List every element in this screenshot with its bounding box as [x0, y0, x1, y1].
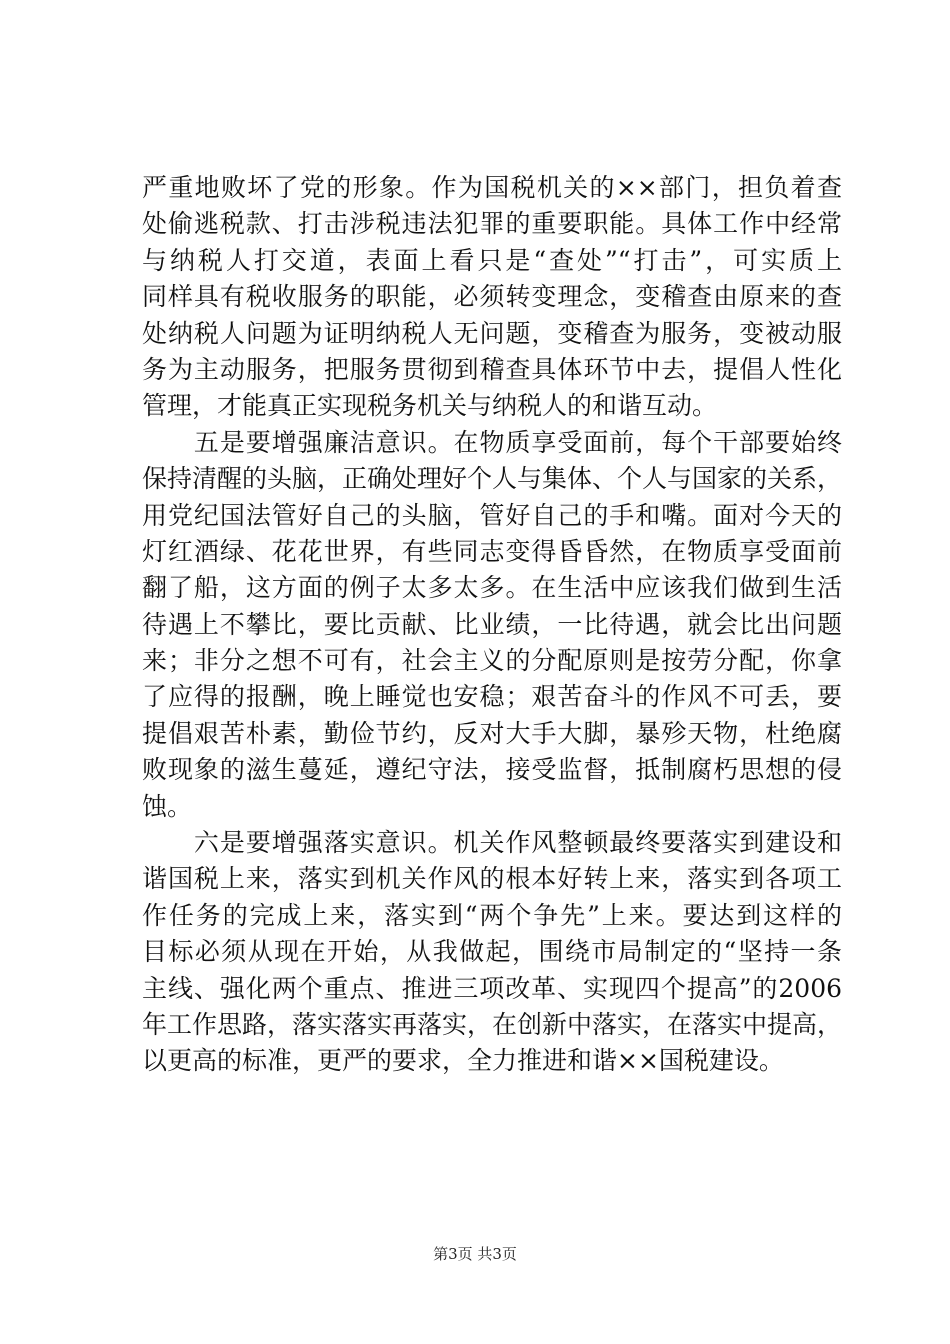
- paragraph-3: [142, 825, 842, 1080]
- text-line: 务为主动服务，把服务贯彻到稽查具体环节中去，提倡人性化: [142, 354, 842, 384]
- text-line: 来；非分之想不可有，社会主义的分配原则是按劳分配，你拿: [142, 646, 842, 676]
- text-line: 了应得的报酬，晚上睡觉也安稳；艰苦奋斗的作风不可丢，要: [142, 682, 842, 712]
- text-line: 同样具有税收服务的职能，必须转变理念，变稽查由原来的查: [142, 282, 842, 312]
- body-text: [142, 170, 842, 1080]
- text-line: 管理，才能真正实现税务机关与纳税人的和谐互动。: [142, 391, 718, 421]
- text-line: 主线、强化两个重点、推进三项改革、实现四个提高”的2006: [142, 973, 842, 1003]
- text-line: 处偷逃税款、打击涉税违法犯罪的重要职能。具体工作中经常: [142, 209, 842, 239]
- text-line: 六是要增强落实意识。机关作风整顿最终要落实到建设和: [142, 828, 842, 858]
- text-line: 保持清醒的头脑，正确处理好个人与集体、个人与国家的关系，: [142, 464, 843, 494]
- text-line: 目标必须从现在开始，从我做起，围绕市局制定的“坚持一条: [142, 937, 842, 967]
- text-line: 败现象的滋生蔓延，遵纪守法，接受监督，抵制腐朽思想的侵: [142, 755, 842, 785]
- text-line: 作任务的完成上来，落实到“两个争先”上来。要达到这样的: [142, 900, 842, 930]
- paragraph-2: [142, 425, 842, 825]
- text-line: 处纳税人问题为证明纳税人无问题，变稽查为服务，变被动服: [142, 318, 842, 348]
- text-line: 年工作思路，落实落实再落实，在创新中落实，在落实中提高，: [142, 1009, 843, 1039]
- text-line: 五是要增强廉洁意识。在物质享受面前，每个干部要始终: [142, 427, 842, 457]
- text-line: 待遇上不攀比，要比贡献、比业绩，一比待遇，就会比出问题: [142, 609, 842, 639]
- text-line: 用党纪国法管好自己的头脑，管好自己的手和嘴。面对今天的: [142, 500, 842, 530]
- text-line: 严重地败坏了党的形象。作为国税机关的××部门，担负着查: [142, 173, 842, 202]
- text-line: 灯红酒绿、花花世界，有些同志变得昏昏然，在物质享受面前: [142, 536, 842, 566]
- text-line: 以更高的标准，更严的要求，全力推进和谐××国税建设。: [142, 1046, 784, 1076]
- text-line: 翻了船，这方面的例子太多太多。在生活中应该我们做到生活: [142, 573, 842, 603]
- paragraph-1: [142, 170, 842, 425]
- page-footer: 第3页 共3页: [433, 1245, 517, 1263]
- text-line: 蚀。: [142, 791, 193, 821]
- text-line: 谐国税上来，落实到机关作风的根本好转上来，落实到各项工: [142, 864, 842, 894]
- text-line: 与纳税人打交道，表面上看只是“查处”“打击”，可实质上: [142, 245, 842, 275]
- text-line: 提倡艰苦朴素，勤俭节约，反对大手大脚，暴殄天物，杜绝腐: [142, 718, 842, 748]
